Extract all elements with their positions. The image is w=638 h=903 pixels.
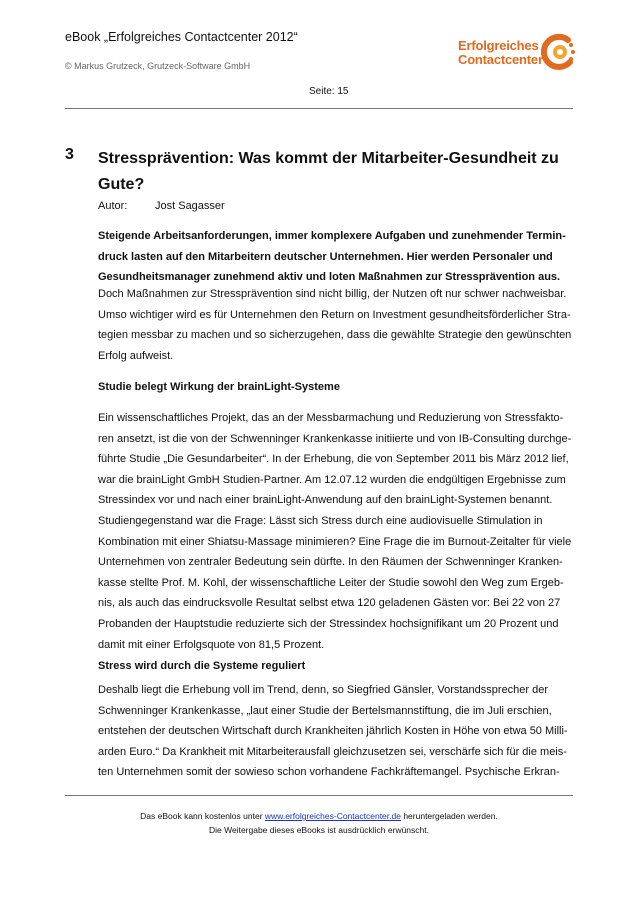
ecc-logo-icon	[538, 32, 578, 72]
chapter-title-line: Gute?	[98, 176, 145, 193]
text-line: Studiengegenstand war die Frage: Lässt sich Stress durch eine audiovisuelle Stimulation in	[98, 514, 543, 527]
header-divider	[65, 108, 573, 109]
copyright-notice: © Markus Grutzeck, Grutzeck-Software GmbH	[65, 61, 251, 71]
author-label: Autor:	[98, 200, 128, 212]
text-line: Erfolg aufweist.	[98, 349, 174, 362]
section-heading-study: Studie belegt Wirkung der brainLight-Systeme	[98, 381, 340, 393]
logo-text-line1: Erfolgreiches	[458, 38, 539, 53]
text-line: entstehen der deutschen Wirtschaft durch Krankheiten jährlich Kosten in Höhe von etwa 50 Milli-	[98, 725, 568, 738]
chapter-title	[98, 146, 558, 198]
footer-sharing-note: Die Weitergabe dieses eBooks ist ausdrücklich erwünscht.	[208, 825, 429, 835]
text-line: Stressindex vor und nach einer brainLight-Anwendung auf den brainLight-Systemen benannt.	[98, 494, 553, 507]
study-paragraph	[98, 408, 572, 655]
text-line: Gesundheitsmanager zunehmend aktiv und loten Maßnahmen zur Stressprävention aus.	[98, 271, 561, 284]
author-name: Jost Sagasser	[155, 200, 225, 212]
text-line: Probanden der Hauptstudie reduzierte sich der Stressindex hochsignifikant um 20 Prozent und	[98, 617, 559, 630]
page-number: Seite: 15	[309, 86, 349, 97]
text-line: Unternehmen von zentraler Bedeutung sein dürfte. In den Räumen der Schwenninger Kranken-	[98, 556, 563, 569]
text-line: Schwenninger Krankenkasse, „laut einer Studie der Bertelsmannstiftung, die im Juli erschien,	[98, 704, 552, 717]
text-line: druck lasten auf den Mitarbeitern deutscher Unternehmen. Hier werden Personaler und	[98, 250, 553, 263]
text-line: war die brainLight GmbH Studien-Partner. Am 12.07.12 wurden die endgültigen Ergebnisse zum	[98, 473, 566, 486]
footer-text-pre: Das eBook kann kostenlos unter	[140, 811, 265, 821]
text-line: arden Euro.“ Da Krankheit mit Mitarbeiterausfall gleichzusetzen sei, verschärfe sich für die meis-	[98, 745, 567, 758]
logo-text-line2: Contactcenter	[458, 52, 543, 67]
chapter-number: 3	[65, 146, 74, 163]
text-line: Kombination mit einer Shiatsu-Massage minimieren? Eine Frage die im Burnout-Zeitalter für viele	[98, 535, 572, 548]
footer-divider	[65, 795, 573, 796]
text-line: Ein wissenschaftliches Projekt, das an der Messbarmachung und Reduzierung von Stressfakto-	[98, 412, 564, 424]
text-line: damit mit einer Erfolgsquote von 81,5 Prozent.	[98, 638, 325, 651]
lead-paragraph	[98, 226, 564, 288]
intro-paragraph	[98, 284, 572, 366]
text-line: nis, als auch das eindrucksvolle Resultat selbst etwa 120 geladenen Gästen vor: Bei 22 von 27	[98, 597, 561, 610]
text-line: kasse stellte Prof. M. Kohl, der wissenschaftliche Leiter der Studie sowohl den Weg zum Ergeb-	[98, 576, 564, 589]
footer-text-post: heruntergeladen werden.	[400, 811, 498, 821]
text-line: ten Unternehmen somit der sowieso schon vorhandene Fachkräftemangel. Psychische Erkran-	[98, 766, 560, 779]
regulation-paragraph	[98, 680, 568, 783]
footer-download-note	[0, 811, 638, 821]
ebook-title: eBook „Erfolgreiches Contactcenter 2012“	[65, 30, 298, 44]
text-line: Doch Maßnahmen zur Stressprävention sind nicht billig, der Nutzen oft nur schwer nachweisbar.	[98, 288, 567, 300]
erfolgreiches-contactcenter-logo	[458, 32, 576, 72]
text-line: tegien messbar zu machen und so sicherzugehen, dass die gewählte Strategie den gewünschten	[98, 329, 572, 342]
text-line: Deshalb liegt die Erhebung voll im Trend, denn, so Siegfried Gänsler, Vorstandssprecher der	[98, 684, 549, 696]
text-line: Steigende Arbeitsanforderungen, immer komplexere Aufgaben und zunehmender Termin-	[98, 230, 566, 242]
text-line: ren ansetzt, ist die von der Schwenninger Krankenkasse initiierte und von IB-Consulting durchge-	[98, 432, 572, 445]
text-line: Umso wichtiger wird es für Unternehmen den Return on Investment gesundheitsförderlicher Stra-	[98, 308, 571, 321]
website-link[interactable]: www.erfolgreiches-Contactcenter.de	[264, 811, 401, 821]
section-heading-regulation: Stress wird durch die Systeme reguliert	[98, 660, 306, 672]
text-line: führte Studie „Die Gesundarbeiter“. In der Erhebung, die von September 2011 bis März 2012 lief,	[98, 453, 569, 466]
chapter-title-line: Stressprävention: Was kommt der Mitarbeiter-Gesundheit zu	[98, 150, 559, 167]
